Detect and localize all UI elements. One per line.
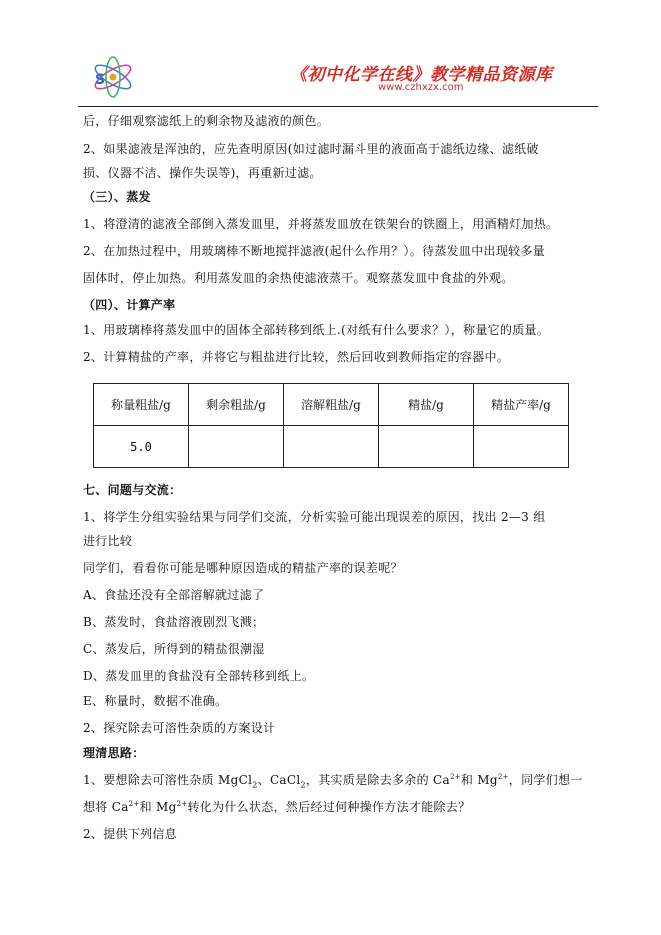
table-row [94,426,569,468]
table-cell [379,426,474,468]
text-run: ，其实质是除去多余的 Ca [305,773,450,787]
paragraph-line: 固体时，停止加热。利用蒸发皿的余热使滤液蒸干。观察蒸发皿中食盐的外观。 [83,271,514,285]
paragraph-line: 2、探究除去可溶性杂质的方案设计 [83,721,276,735]
superscript: 2+ [497,773,509,781]
section-heading: （三）、蒸发 [83,190,151,204]
option-line: B、蒸发时，食盐溶液剧烈飞溅； [83,615,265,629]
paragraph-line: 2、如果滤液是浑浊的，应先查明原因(如过滤时漏斗里的液面高于滤纸边缘、滤纸破 [83,142,539,156]
table-cell [474,426,569,468]
table-header-cell: 精盐产率/g [474,384,569,426]
page-header [78,48,598,107]
atom-logo-icon [90,54,136,100]
text-run: 想将 Ca [83,800,129,814]
table-cell: 5.0 [94,426,189,468]
text-run: 和 Mg [460,773,498,787]
paragraph-line: 2、提供下列信息 [83,827,178,841]
paragraph-line: 同学们，看看你可能是哪种原因造成的精盐产率的误差呢？ [83,561,403,575]
superscript: 2+ [176,800,188,808]
paragraph-line: 1、将学生分组实验结果与同学们交流，分析实验可能出现误差的原因，找出 2—3 组 [83,510,546,524]
section-heading: （四）、计算产率 [83,298,176,312]
option-line: E、称量时，数据不准确。 [83,694,228,708]
header-url: www.czhxzx.com [378,82,464,93]
subscript: 2 [252,780,258,790]
section-heading: 七、问题与交流： [83,483,182,497]
svg-text:S: S [95,72,106,88]
option-line: C、蒸发后，所得到的精盐很潮湿 [83,642,265,656]
paragraph-line: 后，仔细观察滤纸上的剩余物及滤液的颜色。 [83,114,330,128]
table-header-cell: 称量粗盐/g [94,384,189,426]
option-line: D、蒸发皿里的食盐没有全部转移到纸上。 [83,669,315,683]
paragraph-line: 损、仪器不洁、操作失误等)，再重新过滤。 [83,166,322,180]
paragraph-line: 2、计算精盐的产率，并将它与粗盐进行比较，然后回收到教师指定的容器中。 [83,350,510,364]
table-header-cell: 精盐/g [379,384,474,426]
paragraph-line: 1、用玻璃棒将蒸发皿中的固体全部转移到纸上.(对纸有什么要求？），称量它的质量。 [83,323,550,337]
table-header-cell: 剩余粗盐/g [189,384,284,426]
yield-table [93,383,569,468]
table-header-row [94,384,569,426]
paragraph-line [83,799,470,815]
subscript: 2 [300,780,306,790]
paragraph-line: 2、在加热过程中，用玻璃棒不断地搅拌滤液(起什么作用？）。待蒸发皿中出现较多量 [83,244,546,258]
table-cell [189,426,284,468]
table-header-cell: 溶解粗盐/g [284,384,379,426]
header-title: 《初中化学在线》教学精品资源库 [290,65,553,85]
text-run: 1、要想除去可溶性杂质 MgCl [83,773,253,787]
superscript: 2+ [449,773,461,781]
section-heading: 理清思路： [83,746,145,760]
option-line: A、食盐还没有全部溶解就过滤了 [83,588,265,602]
paragraph-line [83,772,583,788]
text-run: ，同学们想一 [508,773,583,787]
text-run: 和 Mg [139,800,177,814]
paragraph-line: 进行比较 [83,534,133,548]
superscript: 2+ [128,800,140,808]
text-run: 转化为什么状态，然后经过何种操作方法才能除去？ [187,800,471,814]
paragraph-line: 1、将澄清的滤液全部倒入蒸发皿里，并将蒸发皿放在铁架台的铁圈上，用酒精灯加热。 [83,217,559,231]
text-run: 、CaCl [257,773,301,787]
table-cell [284,426,379,468]
